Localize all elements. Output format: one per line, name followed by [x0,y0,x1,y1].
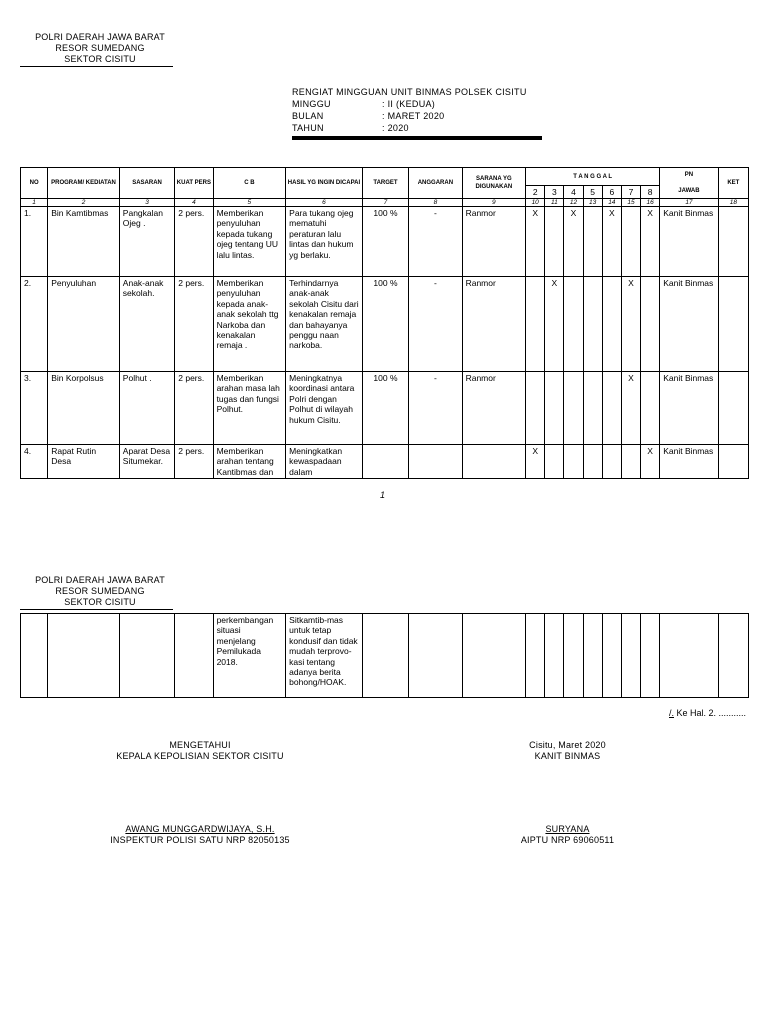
column-number: 13 [583,199,602,207]
column-number: 18 [718,199,748,207]
cell-kuat-pers: 2 pers. [175,277,213,372]
cell-sasaran: Polhut . [119,372,174,445]
cell-sasaran: Anak-anak sekolah. [119,277,174,372]
col-sasaran: SASARAN [119,168,174,199]
cell-ket [718,277,748,372]
org-header-page2 [20,575,180,608]
org-header [20,32,180,65]
cell-no: 3. [21,372,48,445]
sig-left-title2: KEPALA KEPOLISIAN SEKTOR CISITU [116,751,284,761]
cell-sarana: Ranmor [462,277,526,372]
signature-left-name [90,824,310,846]
page-number: 1 [380,490,386,500]
org-line-resor: RESOR SUMEDANG [55,43,145,53]
cell-target: 100 % [362,207,408,277]
column-number-row [21,199,749,207]
cell-anggaran: - [409,277,462,372]
column-number: 11 [545,199,564,207]
cell-day-mark [641,372,660,445]
cell-kuat-pers: 2 pers. [175,445,213,479]
meta-bulan-value: : MARET 2020 [382,111,445,121]
cell-cb: Memberikan penyuluhan kepada tukang ojeg tentang UU lalu lintas. [213,207,286,277]
column-number: 2 [48,199,120,207]
cell-day-mark [583,372,602,445]
cell-day-mark [602,277,621,372]
table-row [21,277,749,372]
col-anggaran: ANGGARAN [409,168,462,199]
report-title: RENGIAT MINGGUAN UNIT BINMAS POLSEK CISITU [292,87,527,97]
cell-cb: Memberikan penyuluhan kepada anak-anak sekolah ttg Narkoba dan kenakalan remaja . [213,277,286,372]
cell-pj: Kanit Binmas [660,372,718,445]
col-cb: C B [213,168,286,199]
cell-sasaran: Aparat Desa Situmekar. [119,445,174,479]
cell-day-mark [602,372,621,445]
activity-table [20,167,749,479]
org-line-polda: POLRI DAERAH JAWA BARAT [35,32,165,42]
cell-sarana: Ranmor [462,372,526,445]
column-number: 5 [213,199,286,207]
col-no: NO [21,168,48,199]
cell-day-mark: X [602,207,621,277]
org-line-sektor: SEKTOR CISITU [64,597,136,607]
table-row [21,372,749,445]
column-number: 4 [175,199,213,207]
cell-ket [718,445,748,479]
cell-day-mark: X [641,445,660,479]
signature-right [480,740,655,762]
cell-program: Penyuluhan [48,277,120,372]
meta-tahun [292,122,552,134]
cell-day-mark [621,207,640,277]
cell-no: 2. [21,277,48,372]
activity-table-continued [20,613,749,698]
day-cell: 6 [602,186,621,199]
cell-pj: Kanit Binmas [660,445,718,479]
signature-left [100,740,300,762]
cell-day-mark [583,207,602,277]
meta-minggu-label: MINGGU [292,99,331,109]
cell-kuat-pers: 2 pers. [175,207,213,277]
table-row [21,207,749,277]
org-line-resor: RESOR SUMEDANG [55,586,145,596]
col-pj-bottom: JAWAB [678,188,700,194]
sig-right-title2: KANIT BINMAS [534,751,601,761]
col-pj-top: PN [684,172,694,178]
cell-day-mark [526,277,545,372]
cell-day-mark [583,277,602,372]
day-cell: 4 [564,186,583,199]
cell-program: Bin Korpolsus [48,372,120,445]
next-page-note [669,708,746,718]
col-program: PROGRAM/ KEDIATAN [48,168,120,199]
column-number: 6 [286,199,363,207]
cell-ket [718,207,748,277]
cell-anggaran: - [409,207,462,277]
day-cell: 8 [641,186,660,199]
meta-minggu [292,98,552,110]
cell-sasaran: Pangkalan Ojeg . [119,207,174,277]
cell-cb: Memberikan arahan masa lah tugas dan fungsi Polhut. [213,372,286,445]
cell-day-mark [602,445,621,479]
column-number: 1 [21,199,48,207]
cell-day-mark [583,445,602,479]
header-rule [20,66,173,67]
org-line-polda: POLRI DAERAH JAWA BARAT [35,575,165,585]
meta-bulan [292,110,552,122]
cell-ket [718,372,748,445]
cell-cb: Memberikan arahan tentang Kantibmas dan [213,445,286,479]
cell-day-mark: X [641,207,660,277]
cell-day-mark: X [526,445,545,479]
cell-hasil: Sitkamtib-mas untuk tetap kondusif dan tidak mudah terprovo-kasi tentang adanya berita bohong/HOAK. [286,614,363,698]
col-pj [660,168,718,199]
col-kuat-pers: KUAT PERS [175,168,213,199]
column-number: 14 [602,199,621,207]
column-number: 9 [462,199,526,207]
day-cell: 7 [621,186,640,199]
cell-target: 100 % [362,372,408,445]
day-cell: 2 [526,186,545,199]
cell-program: Bin Kamtibmas [48,207,120,277]
cell-pj: Kanit Binmas [660,277,718,372]
column-number: 8 [409,199,462,207]
cell-target: 100 % [362,277,408,372]
signature-right-name [480,824,655,846]
cell-day-mark: X [526,207,545,277]
cell-day-mark [564,445,583,479]
cell-day-mark: X [621,372,640,445]
meta-thick-rule [292,136,542,140]
next-page-mark: /. [669,708,675,718]
table-row [21,614,749,698]
table-row [21,445,749,479]
cell-day-mark [545,372,564,445]
cell-program: Rapat Rutin Desa [48,445,120,479]
day-cell: 5 [583,186,602,199]
column-number: 12 [564,199,583,207]
sig-right-rank: AIPTU NRP 69060511 [520,835,615,845]
day-cell: 3 [545,186,564,199]
sig-right-name: SURYANA [545,824,590,834]
column-number: 17 [660,199,718,207]
next-page-text: Ke Hal. 2. ........... [674,708,747,718]
org-line-sektor: SEKTOR CISITU [64,54,136,64]
cell-day-mark: X [564,207,583,277]
header-rule [20,609,173,610]
cell-kuat-pers: 2 pers. [175,372,213,445]
sig-left-name: AWANG MUNGGARDWIJAYA, S.H. [125,824,275,834]
col-target: TARGET [362,168,408,199]
cell-hasil: Meningkatnya koordinasi antara Polri dengan Polhut di wilayah hukum Cisitu. [286,372,363,445]
cell-sarana: Ranmor [462,207,526,277]
cell-day-mark [545,445,564,479]
col-ket: KET [718,168,748,199]
cell-pj: Kanit Binmas [660,207,718,277]
cell-hasil: Meningkatkan kewaspadaan dalam [286,445,363,479]
cell-target [362,445,408,479]
column-number: 7 [362,199,408,207]
cell-hasil: Para tukang ojeg mematuhi peraturan lalu lintas dan hukum yg berlaku. [286,207,363,277]
col-hasil: HASIL YG INGIN DICAPAI [286,168,363,199]
cell-sarana [462,445,526,479]
cell-cb: perkembangan situasi menjelang Pemilukada 2018. [213,614,286,698]
column-number: 3 [119,199,174,207]
cell-day-mark [621,445,640,479]
col-sarana: SARANA YG DIGUNAKAN [462,168,526,199]
meta-minggu-value: : II (KEDUA) [382,99,436,109]
cell-day-mark [545,207,564,277]
sig-left-rank: INSPEKTUR POLISI SATU NRP 82050135 [110,835,290,845]
cell-day-mark [526,372,545,445]
cell-day-mark [564,372,583,445]
cell-no: 1. [21,207,48,277]
cell-hasil: Terhindarnya anak-anak sekolah Cisitu dari kenakalan remaja dan bahayanya penggu naan narkoba. [286,277,363,372]
cell-anggaran: - [409,372,462,445]
cell-anggaran [409,445,462,479]
sig-right-title1: Cisitu, Maret 2020 [529,740,606,750]
column-number: 15 [621,199,640,207]
cell-day-mark [641,277,660,372]
cell-day-mark: X [621,277,640,372]
report-meta [292,86,552,134]
col-tanggal: T A N G G A L [526,168,660,186]
sig-left-title1: MENGETAHUI [169,740,231,750]
cell-day-mark: X [545,277,564,372]
table-header-row [21,168,749,186]
column-number: 16 [641,199,660,207]
meta-bulan-label: BULAN [292,111,324,121]
cell-no: 4. [21,445,48,479]
column-number: 10 [526,199,545,207]
meta-tahun-value: : 2020 [382,123,409,133]
meta-tahun-label: TAHUN [292,123,324,133]
cell-day-mark [564,277,583,372]
